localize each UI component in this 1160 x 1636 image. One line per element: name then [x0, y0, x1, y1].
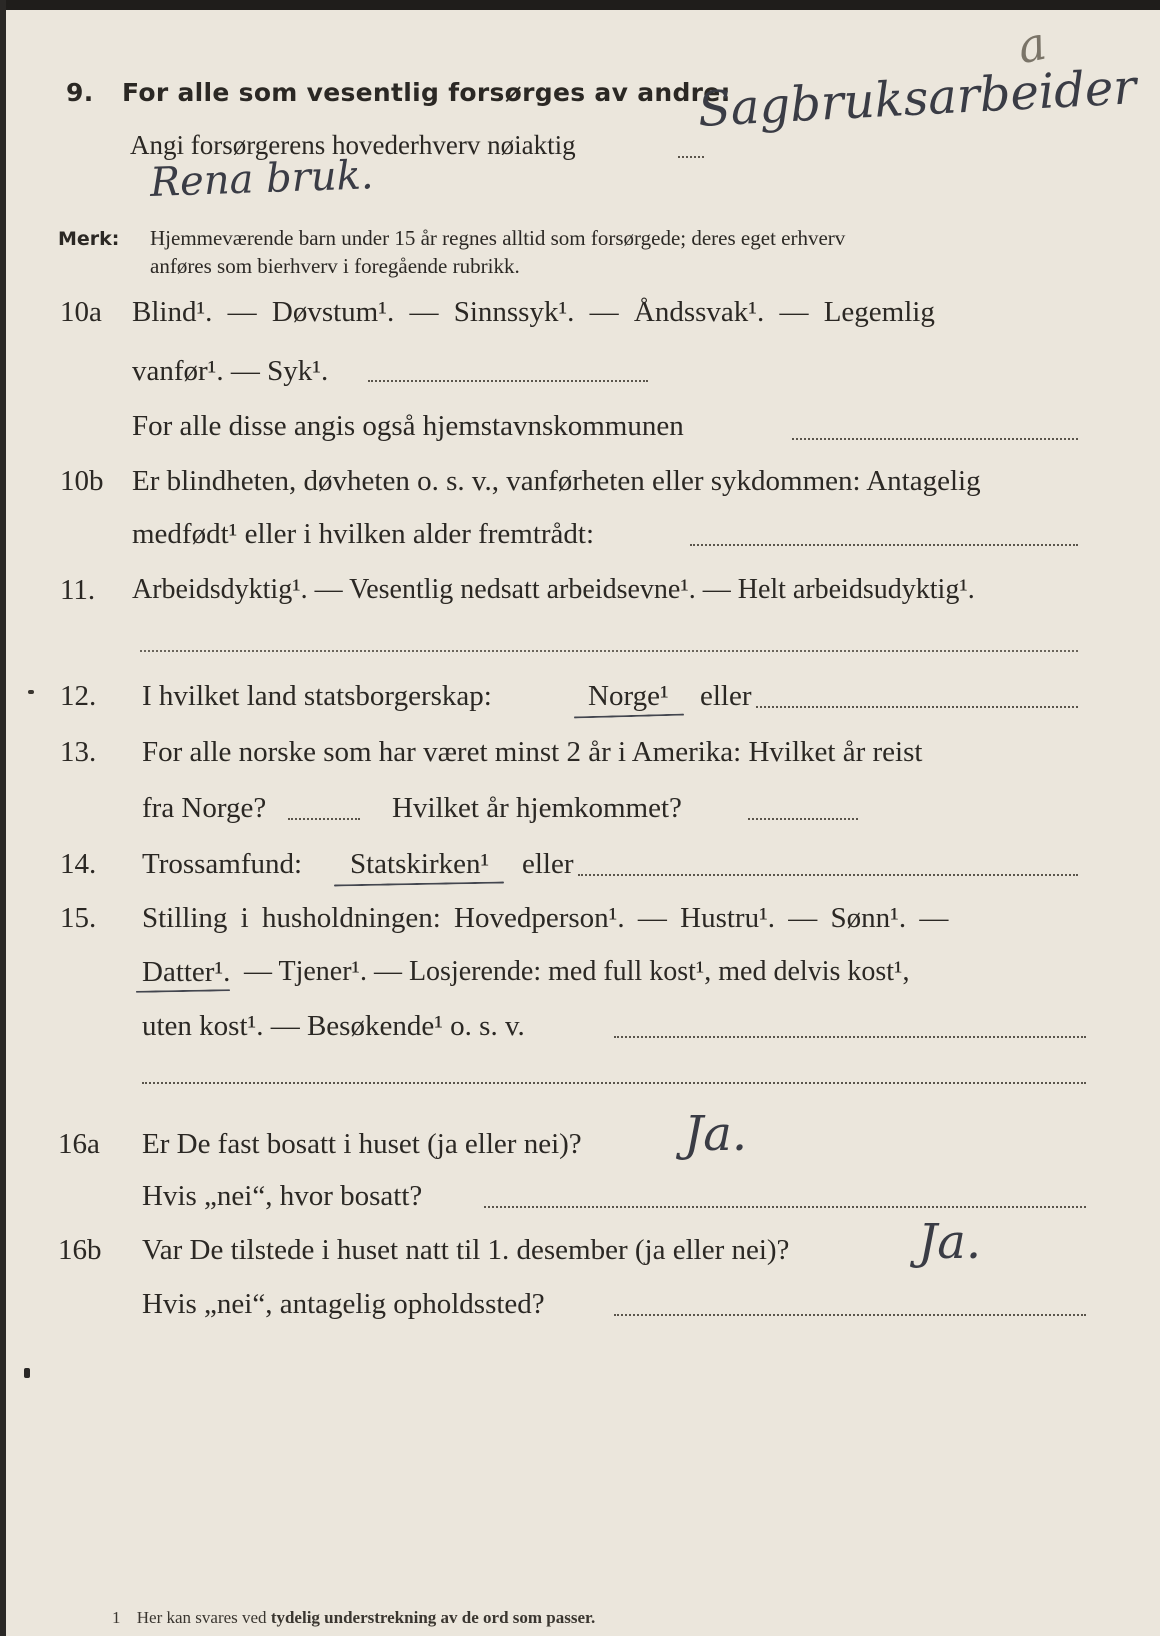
q10a-fill-line-1 [368, 380, 648, 382]
corner-mark: a [1012, 15, 1051, 75]
q14-statskirken-underline [334, 882, 504, 887]
footnote [112, 1608, 595, 1628]
q10a-number: 10a [60, 296, 102, 328]
q14-fill-line [578, 874, 1078, 876]
merk-line-2: anføres som bierhverv i foregående rubrikk. [150, 254, 520, 278]
q12-norge-underline [574, 714, 684, 719]
q16b-question: Var De tilstede i huset natt til 1. desember (ja eller nei)? [142, 1234, 790, 1266]
q11-line-1: Arbeidsdyktig¹. — Vesentlig nedsatt arbeidsevne¹. — Helt arbeidsudyktig¹. [132, 574, 975, 605]
q10a-line-3: For alle disse angis også hjemstavnskommunen [132, 410, 684, 442]
footnote-text: Her kan svares ved [136, 1608, 267, 1627]
q12-fill-line [756, 706, 1078, 708]
q10a-line-1: Blind¹. — Døvstum¹. — Sinnssyk¹. — Åndssvak¹. — Legemlig [132, 296, 935, 328]
q15-line-1: Stilling i husholdningen: Hovedperson¹. — Hustru¹. — Sønn¹. — [142, 902, 949, 934]
q14-number: 14. [60, 848, 97, 880]
q12-option-norge: Norge¹ [588, 680, 669, 712]
merk-line-1: Hjemmeværende barn under 15 år regnes alltid som forsørgede; deres eget erhverv [150, 226, 846, 250]
q13-line-2a: fra Norge? [142, 792, 267, 824]
q13-fill-line-2 [748, 818, 858, 820]
q11-fill-line [140, 650, 1078, 652]
q13-line-1: For alle norske som har været minst 2 år i Amerika: Hvilket år reist [142, 736, 923, 768]
q9-fill-line [678, 156, 704, 158]
scan-edge-left [0, 0, 6, 1636]
footnote-mark: 1 [112, 1608, 121, 1627]
q10b-fill-line [690, 544, 1078, 546]
q10b-number: 10b [60, 465, 104, 497]
q12-prefix: I hvilket land statsborgerskap: [142, 680, 492, 712]
q15-line-2: — Tjener¹. — Losjerende: med full kost¹, med delvis kost¹, [244, 956, 910, 987]
scan-edge-top [0, 0, 1160, 10]
merk-label: Merk: [58, 228, 120, 250]
q15-datter-underline [136, 989, 230, 993]
q15-fill-line-2 [142, 1082, 1086, 1084]
q15-fill-line-1 [614, 1036, 1086, 1038]
q15-option-datter: Datter¹. [142, 956, 231, 988]
q15-line-3: uten kost¹. — Besøkende¹ o. s. v. [142, 1010, 525, 1042]
q10a-line-2: vanfør¹. — Syk¹. [132, 355, 329, 387]
q14-prefix: Trossamfund: [142, 848, 303, 880]
q10a-fill-line-2 [792, 438, 1078, 440]
q14-suffix: eller [522, 848, 574, 880]
q14-option-statskirken: Statskirken¹ [350, 848, 490, 880]
footnote-text-bold: tydelig understrekning av de ord som passer. [270, 1608, 596, 1627]
q16a-followup: Hvis „nei“, hvor bosatt? [142, 1180, 423, 1212]
q9-answer-occupation: Sagbruksarbeider [696, 59, 1138, 138]
q16a-fill-line [484, 1206, 1086, 1208]
speck-left-1 [28, 690, 34, 694]
speck-left-2 [24, 1368, 30, 1378]
q16a-number: 16a [58, 1128, 100, 1160]
q13-fill-line-1 [288, 818, 360, 820]
q16b-number: 16b [58, 1234, 102, 1266]
q12-suffix: eller [700, 680, 752, 712]
q11-number: 11. [60, 574, 96, 606]
q16b-followup: Hvis „nei“, antagelig opholdssted? [142, 1288, 545, 1320]
q9-heading: For alle som vesentlig forsørges av andre: [122, 78, 731, 107]
q16a-question: Er De fast bosatt i huset (ja eller nei)? [142, 1128, 582, 1160]
q9-prompt: Angi forsørgerens hovederhverv nøiaktig [130, 130, 576, 160]
q10b-line-2: medfødt¹ eller i hvilken alder fremtrådt: [132, 518, 595, 550]
q15-number: 15. [60, 902, 97, 934]
q16b-answer: Ja. [918, 1214, 982, 1270]
q16a-answer: Ja. [684, 1106, 748, 1162]
q16b-fill-line [614, 1314, 1086, 1316]
q13-line-2b: Hvilket år hjemkommet? [392, 792, 682, 824]
q10b-line-1: Er blindheten, døvheten o. s. v., vanførheten eller sykdommen: Antagelig [132, 465, 981, 497]
q13-number: 13. [60, 736, 97, 768]
q9-answer-workplace: Rena bruk. [149, 152, 375, 206]
q9-number: 9. [66, 78, 94, 107]
q12-number: 12. [60, 680, 97, 712]
